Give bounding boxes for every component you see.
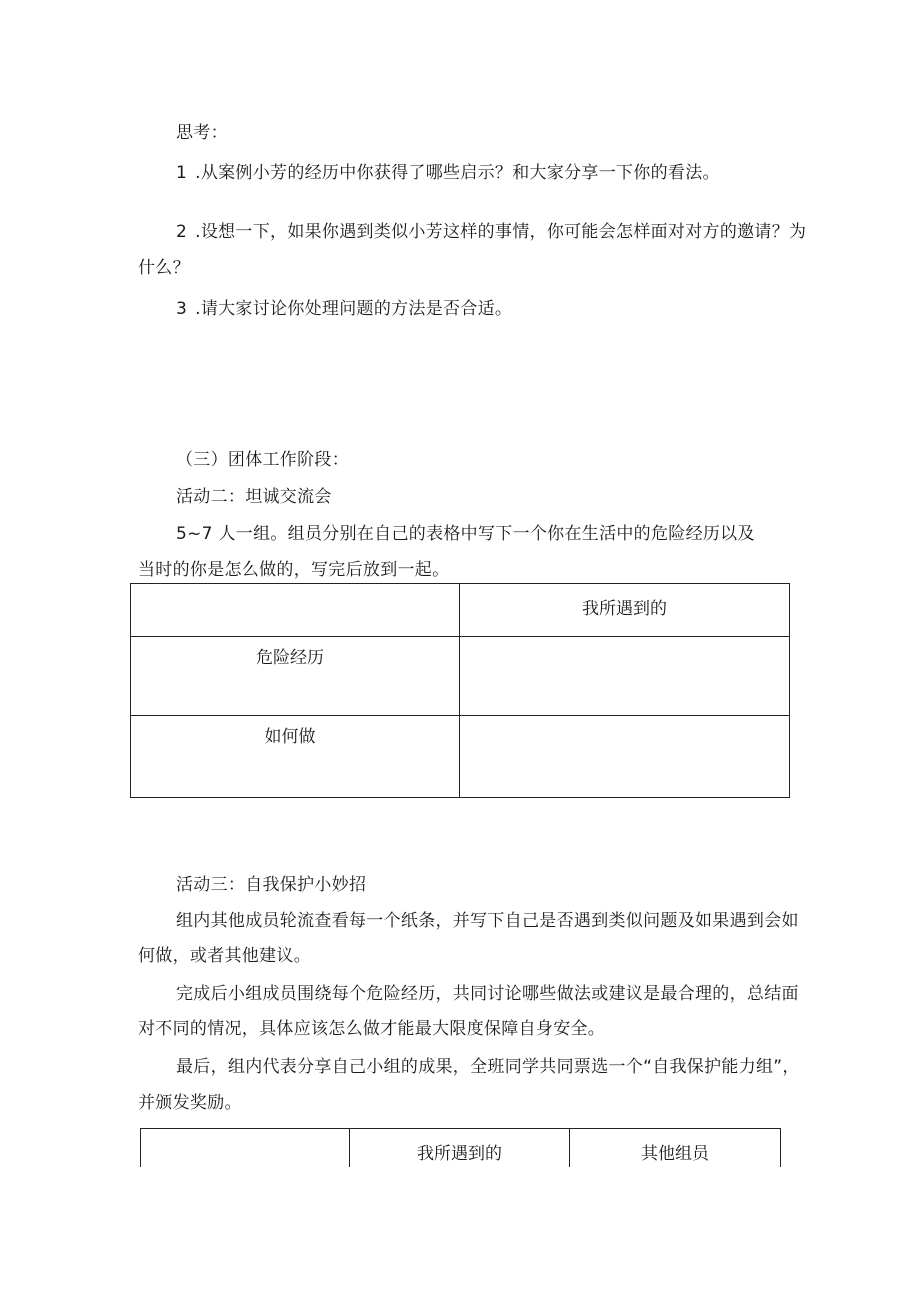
table-header-cell [570, 1129, 781, 1168]
activity3-paragraph-2: 完成后小组成员围绕每个危险经历，共同讨论哪些做法或建议是最合理的，总结面 [176, 984, 799, 1004]
table-cell-empty [131, 584, 460, 637]
question-1-number: 1 [176, 163, 188, 183]
activity2-title: 活动二：坦诚交流会 [176, 487, 332, 507]
table-row [131, 637, 790, 716]
row-label-how-to-do: 如何做 [264, 727, 316, 747]
danger-experience-table [130, 583, 790, 798]
question-2 [176, 221, 806, 243]
activity3-paragraph-1-continuation: 何做，或者其他建议。 [138, 946, 311, 966]
activity3-paragraph-3-continuation: 并颁发奖励。 [138, 1093, 242, 1113]
question-2-number: 2 [176, 222, 188, 242]
table-header-other-members: 其他组员 [641, 1144, 709, 1164]
table-row [131, 716, 790, 798]
table-cell-empty [460, 637, 790, 716]
other-members-table [140, 1128, 781, 1167]
activity3-paragraph-2-continuation: 对不同的情况，具体应该怎么做才能最大限度保障自身安全。 [138, 1019, 606, 1039]
table-row-label-cell [131, 716, 460, 798]
row-label-danger-experience: 危险经历 [256, 648, 324, 668]
question-1 [176, 162, 720, 184]
table-row [141, 1129, 781, 1168]
table-header-encountered: 我所遇到的 [582, 599, 667, 619]
table-header-cell [460, 584, 790, 637]
stage-heading: （三）团体工作阶段： [176, 450, 349, 470]
table-cell-empty [141, 1129, 350, 1168]
question-1-text: .从案例小芳的经历中你获得了哪些启示？和大家分享一下你的看法。 [195, 163, 720, 183]
question-2-continuation: 什么？ [138, 258, 190, 278]
activity2-description-continuation: 当时的你是怎么做的，写完后放到一起。 [138, 560, 450, 580]
activity3-paragraph-3: 最后，组内代表分享自己小组的成果，全班同学共同票选一个“自我保护能力组”， [176, 1057, 800, 1077]
question-3-text: .请大家讨论你处理问题的方法是否合适。 [195, 299, 513, 319]
question-3-number: 3 [176, 299, 188, 319]
question-3 [176, 298, 512, 320]
thinking-heading: 思考： [176, 123, 228, 143]
table-row-label-cell [131, 637, 460, 716]
activity2-description: 5~7 人一组。组员分别在自己的表格中写下一个你在生活中的危险经历以及 [176, 524, 755, 544]
activity3-title: 活动三：自我保护小妙招 [176, 875, 367, 895]
activity3-paragraph-1: 组内其他成员轮流查看每一个纸条，并写下自己是否遇到类似问题及如果遇到会如 [176, 911, 799, 931]
question-2-text: .设想一下，如果你遇到类似小芳这样的事情，你可能会怎样面对对方的邀请？为 [195, 222, 807, 242]
table-cell-empty [460, 716, 790, 798]
table-header-cell [350, 1129, 570, 1168]
table-row [131, 584, 790, 637]
table-header-encountered: 我所遇到的 [417, 1144, 502, 1164]
